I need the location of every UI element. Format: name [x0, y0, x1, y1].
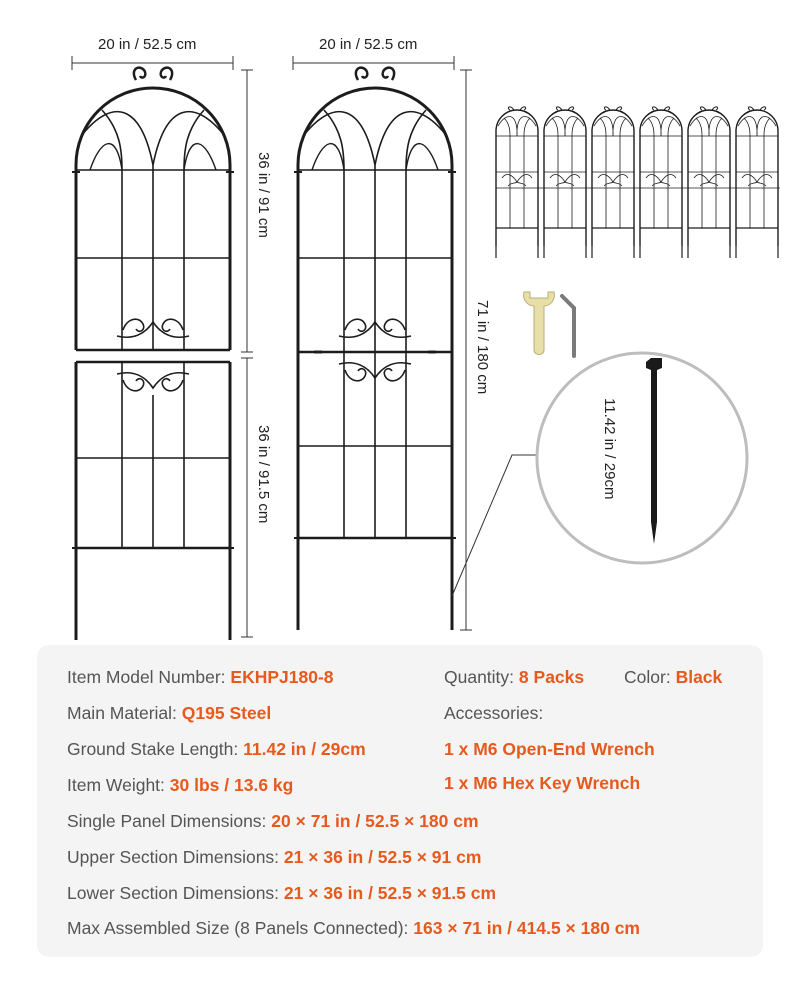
stake-detail — [537, 353, 747, 563]
accessory-item-hex-key: 1 x M6 Hex Key Wrench — [444, 773, 641, 793]
weight-label: Item Weight: — [67, 775, 165, 795]
right-panel — [294, 68, 456, 630]
hex-key-icon — [562, 296, 574, 356]
material-row — [67, 703, 271, 724]
max-label: Max Assembled Size (8 Panels Connected): — [67, 918, 409, 938]
material-value: Q195 Steel — [181, 703, 272, 723]
quantity-row — [444, 667, 584, 688]
upper-height-label: 36 in / 91 cm — [255, 152, 272, 238]
lower-value: 21 × 36 in / 52.5 × 91.5 cm — [283, 883, 497, 903]
color-value: Black — [675, 667, 723, 687]
panel-dimensions-row — [67, 811, 479, 832]
accessory-item-wrench: 1 x M6 Open-End Wrench — [444, 739, 655, 759]
weight-value: 30 lbs / 13.6 kg — [169, 775, 294, 795]
model-value: EKHPJ180-8 — [230, 667, 334, 687]
upper-dimensions-row — [67, 847, 481, 868]
lower-label: Lower Section Dimensions: — [67, 883, 280, 903]
upper-label: Upper Section Dimensions: — [67, 847, 280, 867]
model-label: Item Model Number: — [67, 667, 226, 687]
color-label: Color: — [624, 667, 671, 687]
left-panel — [72, 68, 234, 640]
max-size-row — [67, 918, 640, 939]
quantity-label: Quantity: — [444, 667, 515, 687]
panel-label: Single Panel Dimensions: — [67, 811, 267, 831]
upper-value: 21 × 36 in / 52.5 × 91 cm — [283, 847, 482, 867]
quantity-value: 8 Packs — [518, 667, 585, 687]
model-row — [67, 667, 334, 688]
accessories-label: Accessories: — [444, 703, 544, 723]
lower-height-label: 36 in / 91.5 cm — [255, 425, 272, 524]
spec-card — [37, 645, 763, 957]
color-row — [624, 667, 722, 688]
assembled-fence-row — [496, 107, 780, 258]
right-width-label: 20 in / 52.5 cm — [319, 36, 418, 53]
lower-dimensions-row — [67, 883, 496, 904]
stake-row — [67, 739, 366, 760]
open-end-wrench-icon — [524, 292, 555, 355]
stake-value: 11.42 in / 29cm — [243, 739, 366, 759]
panel-value: 20 × 71 in / 52.5 × 180 cm — [271, 811, 479, 831]
material-label: Main Material: — [67, 703, 177, 723]
weight-row — [67, 775, 293, 796]
stake-label: Ground Stake Length: — [67, 739, 239, 759]
dimension-lines — [72, 56, 638, 637]
stake-length-label: 11.42 in / 29cm — [601, 398, 618, 500]
max-value: 163 × 71 in / 414.5 × 180 cm — [413, 918, 640, 938]
left-width-label: 20 in / 52.5 cm — [98, 36, 197, 53]
total-height-label: 71 in / 180 cm — [474, 300, 491, 395]
